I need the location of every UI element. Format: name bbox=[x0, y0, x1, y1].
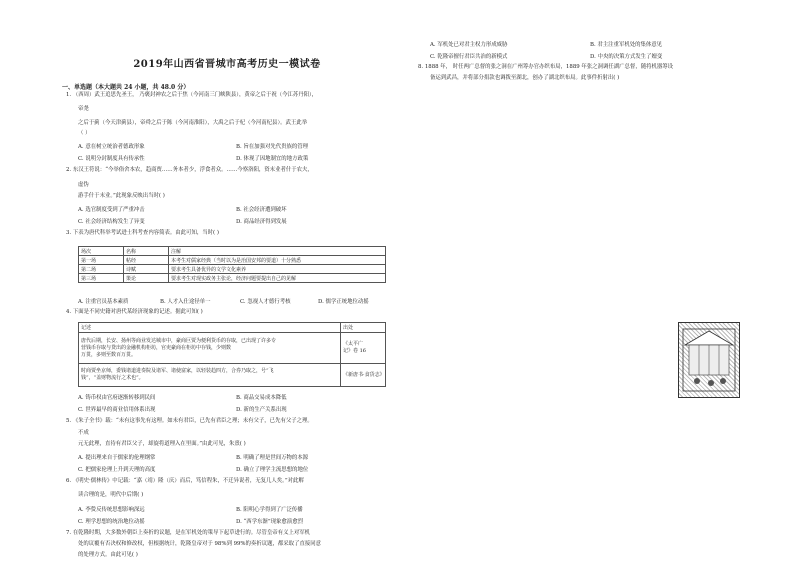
q4-header-cell: 记述 bbox=[79, 323, 341, 333]
table-row bbox=[79, 274, 386, 283]
q7-option-b[interactable]: B. 君主注重军机处的集体意见 bbox=[590, 42, 663, 48]
engraving-drawing bbox=[679, 323, 739, 397]
q7-line3: 的处理方式。由此可见( ) bbox=[78, 552, 138, 558]
q2-option-d[interactable]: D. 商品经济得到发展 bbox=[236, 219, 287, 225]
q4-option-a[interactable]: A. 铸币权由官府逐渐转移到民间 bbox=[78, 395, 156, 401]
q4-option-c[interactable]: C. 世界最早的商业信用体系出现 bbox=[78, 407, 156, 413]
q3-option-d[interactable]: D. 儒学正统地位动摇 bbox=[318, 299, 369, 305]
q7-option-d[interactable]: D. 中央的决策方式发生了嬗变 bbox=[590, 54, 663, 60]
q3-option-a[interactable]: A. 注重官员基本素质 bbox=[78, 299, 129, 305]
q1-line4: （ ） bbox=[78, 130, 91, 136]
q1-option-d[interactable]: D. 体现了因地制宜的地方政策 bbox=[236, 156, 309, 162]
q4-table bbox=[78, 322, 386, 387]
q4-row2-text: 时商贾坐京师，委钱诸道进奏院及诸军、诸使富家，以轻装趋四方，合券乃取之，号“飞 bbox=[81, 368, 274, 374]
table-cell: 第三场 bbox=[79, 274, 124, 283]
q1-line3: 之后于蓟（今天津蓟县），帝舜之后于陈（今河南淮阳），大禹之后于杞（今河南杞县）。武王此举 bbox=[78, 120, 308, 126]
q1-option-b[interactable]: B. 旨在加强对先代贵族的管理 bbox=[236, 144, 309, 150]
q3-header-cell: 名称 bbox=[124, 247, 169, 256]
table-row bbox=[79, 333, 386, 364]
q5-line3: 元无此理，直待有君臣父子，却旋将道理入在里面。”由此可见，朱熹( ) bbox=[78, 441, 246, 447]
table-cell: 要求考生对现实政务主张论，经济问题要提出自己的见解 bbox=[169, 274, 386, 283]
q4-row1-source: 《太平广 bbox=[343, 341, 364, 347]
q7-line1: 7. 在乾隆时期，大多数外朝臣上奏折的议题，是在军机处的策导下起草进行的。尽管皇帝有义上对军机 bbox=[66, 530, 311, 536]
q5-option-a[interactable]: A. 提出理来自于儒家的伦理纲常 bbox=[78, 455, 156, 461]
q5-option-c[interactable]: C. 把儒家伦理上升到天理的高度 bbox=[78, 467, 156, 473]
q8-line2: 备运到武昌，并将部分捐款也调拨至湖北，创办了湖北织布局。此事件折射出( ) bbox=[430, 75, 620, 81]
q7-option-a[interactable]: A. 军机处已对君主权力形成威胁 bbox=[430, 42, 508, 48]
q7-option-c[interactable]: C. 乾隆帝擅行君臣共治的新模式 bbox=[430, 54, 508, 60]
table-cell: 帖经 bbox=[124, 256, 169, 265]
q6-option-a[interactable]: A. 李贽反传统思想影响深远 bbox=[78, 507, 145, 513]
q5-line1: 5. 《朱子全书》载：“未有这事先有这理。如未有君臣，已先有君臣之理；未有父子，已先有父子之理。 bbox=[66, 418, 313, 424]
q3-header-cell: 注解 bbox=[169, 247, 386, 256]
table-row bbox=[79, 364, 386, 387]
q3-option-b[interactable]: B. 人才入仕途径单一 bbox=[160, 299, 211, 305]
table-row bbox=[79, 265, 386, 274]
table-cell: 要求考生具备优异的文学文化素养 bbox=[169, 265, 386, 274]
q4-header-cell: 出处 bbox=[341, 323, 386, 333]
q4-row1-text: 营钱币存取与贷出的金融机构柜坊，官吏豪商在柜坊中存钱，少则数 bbox=[81, 344, 232, 351]
q6-option-c[interactable]: C. 理学思想的统治地位动摇 bbox=[78, 519, 145, 525]
page-title: 2019年山西省晋城市高考历史一模试卷 bbox=[133, 59, 321, 70]
q1-line2: 帝尧 bbox=[78, 106, 89, 112]
q2-line3: 游手什于末业。”此现象反映出当时( ) bbox=[78, 193, 165, 199]
q4-row1-text: 唐代后期，长安、扬州等商业发达城市中，豪商巨贾为便利货币的存取，已出现了许多专 bbox=[81, 337, 277, 344]
q3-line1: 3. 下表为唐代科举考试进士科考查内容简表。由此可知，当时( ) bbox=[66, 230, 219, 236]
table-row bbox=[79, 256, 386, 265]
q2-option-b[interactable]: B. 社会经济遭到破坏 bbox=[236, 207, 287, 213]
q2-line2: 虚伪 bbox=[78, 182, 89, 188]
table-cell: 诗赋 bbox=[124, 265, 169, 274]
q2-option-a[interactable]: A. 选官制度受到了严重冲击 bbox=[78, 207, 145, 213]
q4-line1: 4. 下面是不同史籍对唐代某经济现象的记述。据此可知( ) bbox=[66, 309, 203, 315]
q4-row2-source: 《新唐书·食货志》 bbox=[341, 364, 386, 387]
q5-line2: 不成 bbox=[78, 430, 89, 436]
q5-option-b[interactable]: B. 明确了理是世间万物的本源 bbox=[236, 455, 309, 461]
q6-option-b[interactable]: B. 阳明心学得到了广泛传播 bbox=[236, 507, 303, 513]
q4-row1-source: 记》卷 16 bbox=[343, 348, 366, 354]
q6-line2: 读合理的是，明代中后期( ) bbox=[78, 492, 144, 498]
q6-line1: 6. 《明史·儒林传》中记载：“嘉（靖）隆（庆）而后，笃信程朱，不迁异说者，无复几人矣。”对此解 bbox=[66, 478, 304, 484]
q1-line1: 1. （西周）武王追思先圣王， 乃褒封神农之后于焦（今河南三门峡陕县），黄帝之后于祝（今江苏丹阳）， bbox=[66, 92, 318, 98]
table-cell: 第二场 bbox=[79, 265, 124, 274]
q3-table bbox=[78, 246, 386, 283]
q3-option-c[interactable]: C. 忽视人才德行考核 bbox=[240, 299, 291, 305]
q2-line1: 2. 东汉王符说：“今举俗舍本农，趋商贾……务本者少，浮食者众。……今察洛阳，资末业者什于农夫， bbox=[66, 167, 313, 173]
q1-option-a[interactable]: A. 意在树立统治者德政形象 bbox=[78, 144, 145, 150]
engraving-illustration bbox=[678, 322, 740, 398]
q5-option-d[interactable]: D. 确立了理学主流思想的地位 bbox=[236, 467, 309, 473]
q4-option-b[interactable]: B. 商品交易成本降低 bbox=[236, 395, 287, 401]
table-cell: 策论 bbox=[124, 274, 169, 283]
q4-row1-text: 万贯，多则至数百万贯。 bbox=[81, 351, 137, 358]
table-cell: 本考生对儒家经典（当时以为是治国安邦的要道）十分熟悉 bbox=[169, 256, 386, 265]
q3-header-cell: 场次 bbox=[79, 247, 124, 256]
q2-option-c[interactable]: C. 社会经济结构发生了异变 bbox=[78, 219, 145, 225]
q4-row2-text: 钱”，“盖财物流行之术也”。 bbox=[81, 375, 144, 381]
q8-line1: 8. 1888 年， 时任两广总督的张之洞在广州筹办官办织布局，1889 年张之洞调任湖广总督，随将机器筹设 bbox=[418, 64, 674, 70]
section-heading: 一、单选题（本大题共 24 小题，共 48.0 分） bbox=[62, 84, 190, 91]
q6-option-d[interactable]: D. “西学东渐”现象愈演愈烈 bbox=[236, 519, 303, 525]
q7-line2: 处的议覆有否决权和修改权，但根据统计，乾隆皇帝对于 98%到 99%的奏折议题，都采取了直接同意 bbox=[78, 541, 322, 547]
q1-option-c[interactable]: C. 说明分封制度具有传承性 bbox=[78, 156, 145, 162]
table-cell: 第一场 bbox=[79, 256, 124, 265]
q4-option-d[interactable]: D. 新的生产关系出现 bbox=[236, 407, 287, 413]
